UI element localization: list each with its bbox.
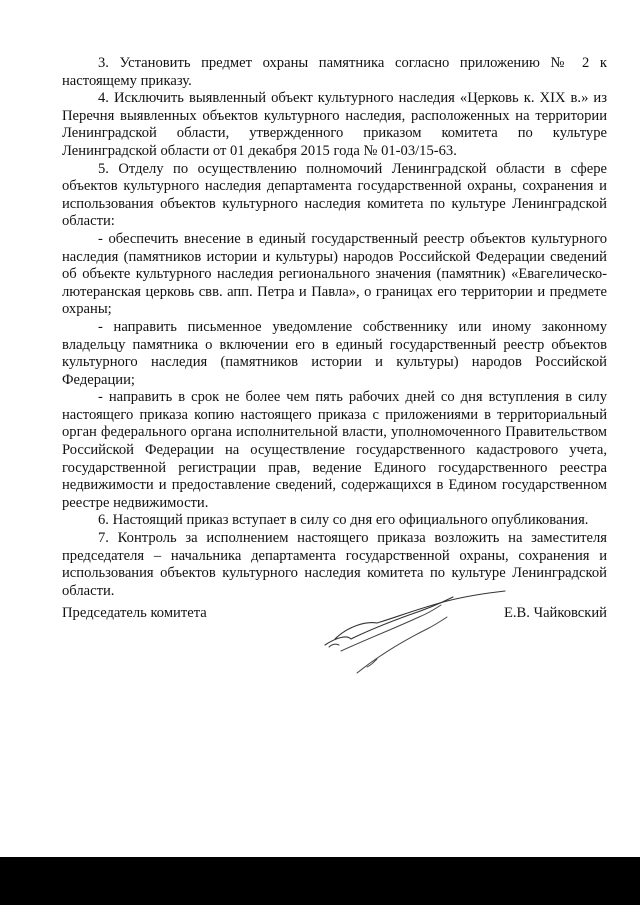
paragraph-5-item-3: - направить в срок не более чем пять рабочих дней со дня вступления в силу настоящего приказа копию настоящего приказа с приложениями в территориальный орган федерального органа исполнительной власти, уполномоченного Правительством Российской Федерации на осуществление государственного кадастрового учета, государственной регистрации прав, ведение Единого государственного реестра недвижимости и предоставление сведений, содержащихся в Едином государственном реестре недвижимости.: [62, 389, 607, 511]
paragraph-3: 3. Установить предмет охраны памятника согласно приложению № 2 к настоящему приказу.: [62, 55, 607, 89]
signatory-name: Е.В. Чайковский: [503, 605, 607, 621]
order-text: [62, 55, 607, 600]
paragraph-4: 4. Исключить выявленный объект культурного наследия «Церковь к. XIX в.» из Перечня выявленных объектов культурного наследия, расположенных на территории Ленинградской области, утвержденного приказом комитета по культуре Ленинградской области от 01 декабря 2015 года № 01-03/15-63.: [62, 90, 607, 159]
paragraph-5-item-1: - обеспечить внесение в единый государственный реестр объектов культурного наследия (памятников истории и культуры) народов Российской Федерации сведений об объекте культурного наследия регионального значения (памятник) «Евагелическо-лютеранская церковь свв. апп. Петра и Павла», о границах его территории и предмете охраны;: [62, 230, 607, 318]
handwritten-signature: [307, 587, 507, 677]
paragraph-6: 6. Настоящий приказ вступает в силу со дня его официального опубликования.: [98, 512, 589, 529]
signature-block: [62, 605, 607, 705]
paragraph-5: 5. Отделу по осуществлению полномочий Ленинградской области в сфере объектов культурного наследия департамента государственной охраны, сохранения и использования объектов культурного наследия комитета по культуре Ленинградской области:: [62, 160, 607, 230]
paragraph-5-item-2: - направить письменное уведомление собственнику или иному законному владельцу памятника о включении его в единый государственный реестр объектов культурного наследия (памятников истории и культуры) народов Российской Федерации;: [62, 318, 607, 388]
paragraph-7: 7. Контроль за исполнением настоящего приказа возложить на заместителя председателя – начальника департамента государственной охраны, сохранения и использования объектов культурного наследия комитета по культуре Ленинградской области.: [62, 530, 607, 599]
signatory-position: Председатель комитета: [62, 605, 207, 621]
scan-border: [0, 857, 640, 905]
